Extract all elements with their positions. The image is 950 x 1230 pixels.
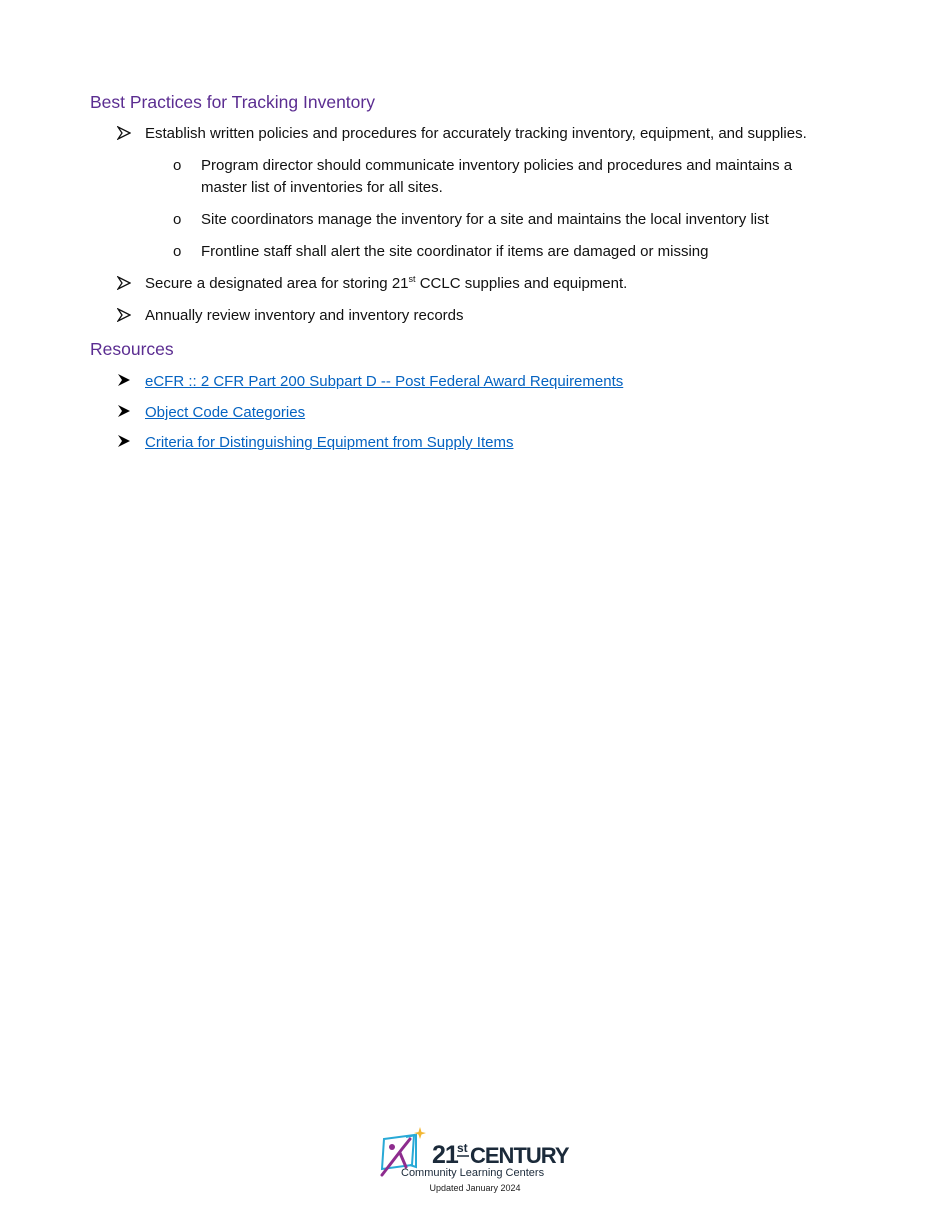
sub-item-frontline-staff: Frontline staff shall alert the site coordinator if items are damaged or missing <box>201 243 709 260</box>
list-item-policies: Establish written policies and procedures for accurately tracking inventory, equipment, and supplies. <box>145 125 807 142</box>
logo-superscript: st <box>457 1141 468 1155</box>
sub-bullet-icon: o <box>173 243 182 260</box>
arrow-bullet-icon <box>117 373 131 387</box>
secure-area-text-end: CCLC supplies and equipment. <box>415 275 628 292</box>
logo-subtitle: Community Learning Centers <box>401 1167 545 1179</box>
sub-item-program-director-line1: Program director should communicate inventory policies and procedures and maintains a <box>201 157 793 174</box>
arrow-bullet-icon <box>117 276 131 290</box>
link-ecfr[interactable]: eCFR :: 2 CFR Part 200 Subpart D -- Post Federal Award Requirements <box>145 373 624 390</box>
sub-bullet-icon: o <box>173 157 182 174</box>
link-object-code-categories[interactable]: Object Code Categories <box>145 404 306 421</box>
cclc-logo <box>380 1125 575 1181</box>
logo-number: 21 <box>432 1141 458 1169</box>
person-icon <box>389 1144 395 1150</box>
arrow-bullet-icon <box>117 308 131 322</box>
link-criteria-equipment-supply[interactable]: Criteria for Distinguishing Equipment from Supply Items <box>145 434 514 451</box>
sub-item-program-director-line2: master list of inventories for all sites. <box>201 179 443 196</box>
section-heading-resources: Resources <box>90 339 174 359</box>
sub-item-site-coordinators: Site coordinators manage the inventory for a site and maintains the local inventory list <box>201 211 769 228</box>
arrow-bullet-icon <box>117 434 131 448</box>
arrow-bullet-icon <box>117 126 131 140</box>
sub-bullet-icon: o <box>173 211 182 228</box>
section-heading-best-practices: Best Practices for Tracking Inventory <box>90 92 375 112</box>
secure-area-text: Secure a designated area for storing 21 <box>145 275 409 292</box>
list-item-annual-review: Annually review inventory and inventory records <box>145 307 464 324</box>
list-item-secure-area <box>145 273 627 295</box>
logo-word: CENTURY <box>470 1143 569 1168</box>
updated-date: Updated January 2024 <box>429 1183 521 1193</box>
arrow-bullet-icon <box>117 404 131 418</box>
superscript-st: st <box>408 274 416 284</box>
